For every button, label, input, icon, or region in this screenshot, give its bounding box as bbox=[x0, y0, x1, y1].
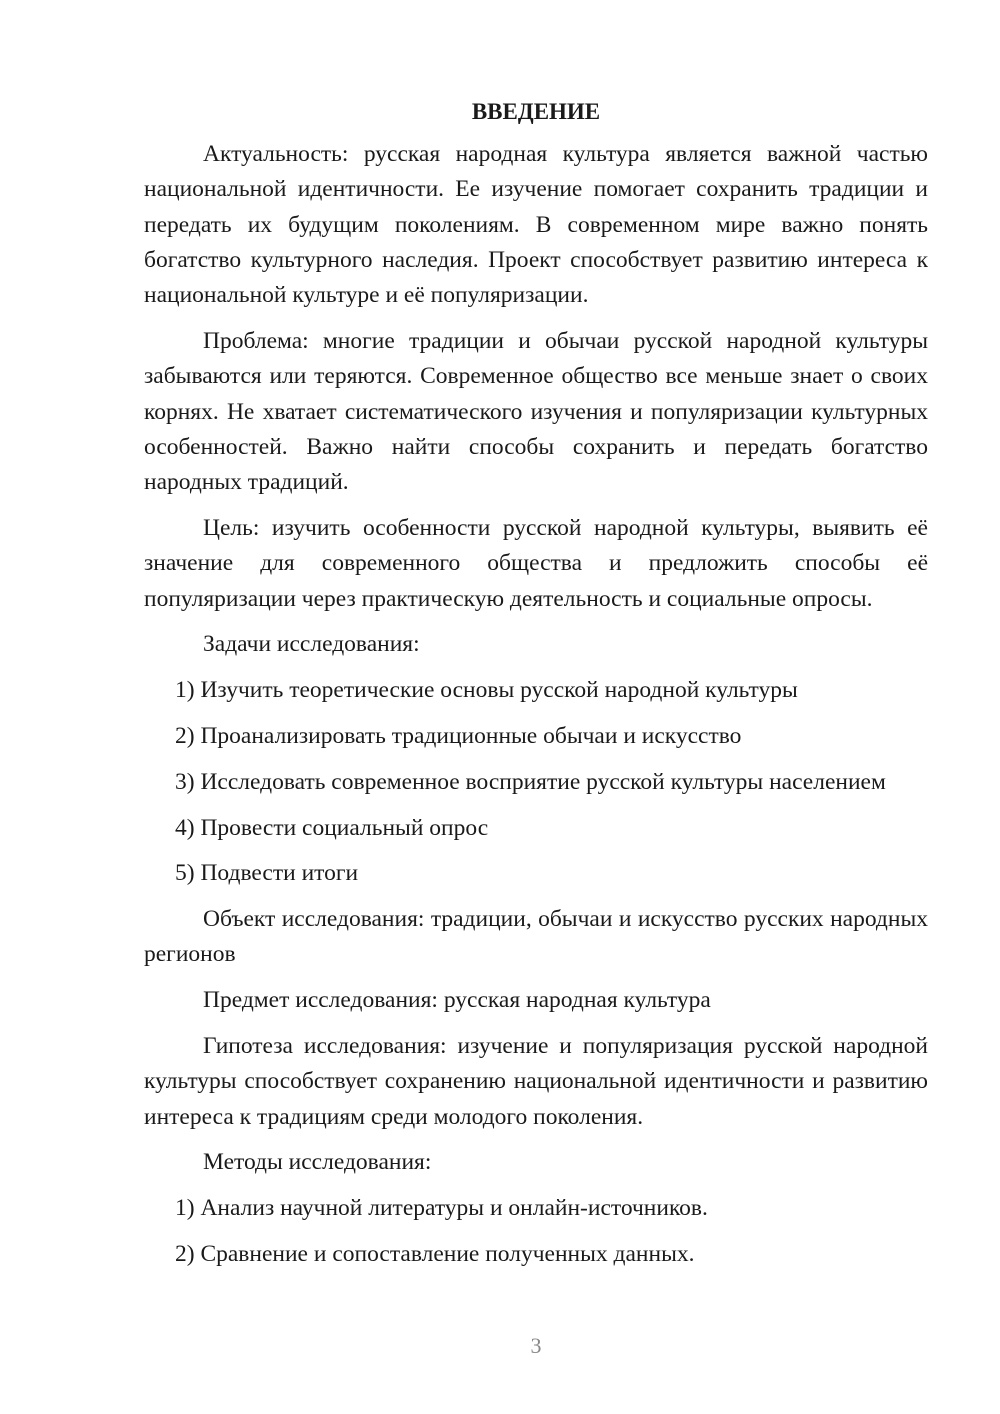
list-item: 1) Анализ научной литературы и онлайн-источников. bbox=[175, 1195, 708, 1222]
list-item: 2) Сравнение и сопоставление полученных данных. bbox=[175, 1241, 695, 1268]
list-item: 2) Проанализировать традиционные обычаи и искусство bbox=[175, 722, 742, 749]
goal-paragraph: Цель: изучить особенности русской народной культуры, выявить её значение для современного общества и предложить способы её популяризации через практическую деятельность и социальные опросы. bbox=[144, 514, 928, 612]
section-title: ВВЕДЕНИЕ bbox=[471, 99, 601, 124]
tasks-heading: Задачи исследования: bbox=[203, 631, 420, 658]
hypothesis-paragraph: Гипотеза исследования: изучение и популяризация русской народной культуры способствует сохранению национальной идентичности и развитию интереса к традициям среди молодого поколения. bbox=[144, 1033, 928, 1130]
page-number: 3 bbox=[530, 1333, 542, 1358]
tasks-list bbox=[144, 673, 928, 891]
methods-list bbox=[144, 1191, 928, 1272]
problem-paragraph: Проблема: многие традиции и обычаи русской народной культуры забываются или теряются. Современное общество все меньше знает о своих корнях. Не хватает систематического изучения и популяризации культурных особенностей. Важно найти способы сохранить и передать богатство народных традиций. bbox=[144, 327, 928, 496]
list-item: 4) Провести социальный опрос bbox=[175, 814, 489, 841]
list-item: 5) Подвести итоги bbox=[175, 860, 359, 887]
object-paragraph: Объект исследования: традиции, обычаи и искусство русских народных регионов bbox=[144, 906, 928, 968]
page-content bbox=[144, 94, 928, 1283]
list-item: 3) Исследовать современное восприятие русской культуры населением bbox=[175, 768, 886, 795]
list-item: 1) Изучить теоретические основы русской народной культуры bbox=[175, 677, 798, 704]
methods-heading: Методы исследования: bbox=[203, 1149, 432, 1176]
subject-paragraph: Предмет исследования: русская народная культура bbox=[203, 987, 711, 1014]
relevance-paragraph: Актуальность: русская народная культура является важной частью национальной идентичности. Ее изучение помогает сохранить традиции и передать их будущим поколениям. В современном мире важно понять богатство культурного наследия. Проект способствует развитию интереса к национальной культуре и её популяризации. bbox=[144, 141, 928, 309]
